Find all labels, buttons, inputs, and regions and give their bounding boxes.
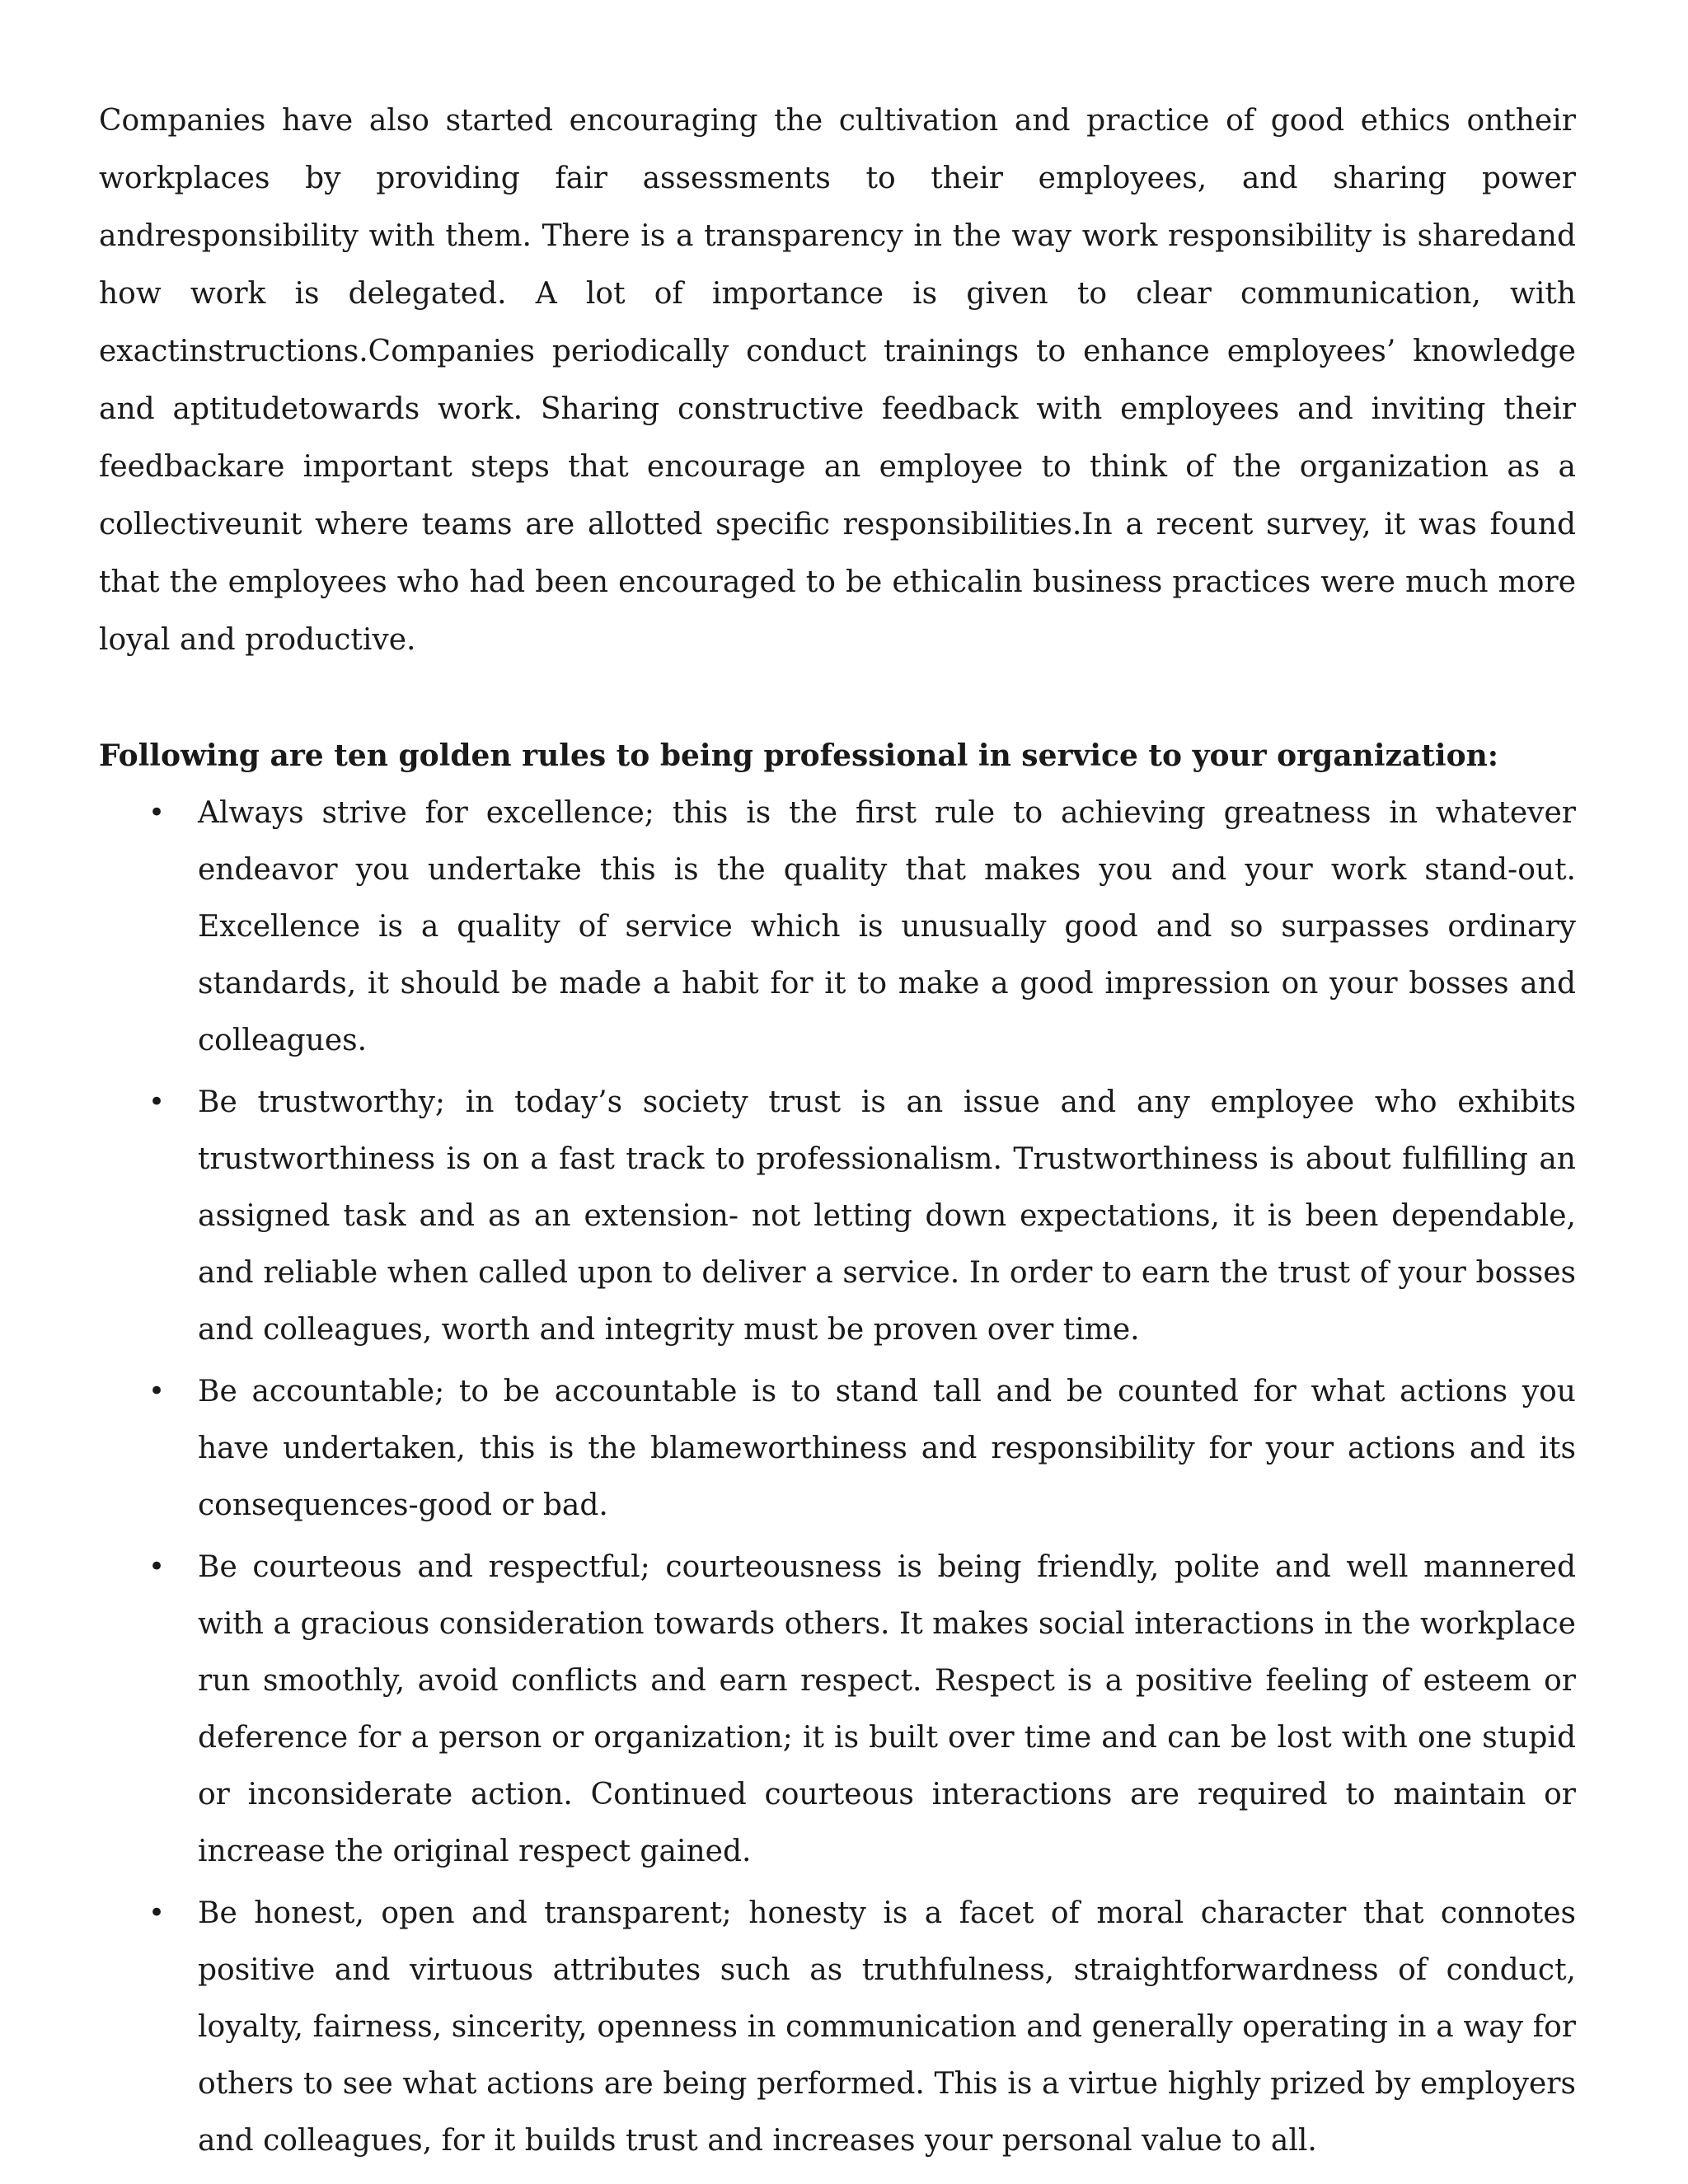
list-item xyxy=(99,1885,1576,2169)
bullet-icon: • xyxy=(148,1896,166,1929)
bullet-icon: • xyxy=(148,1375,166,1408)
bullet-icon: • xyxy=(148,1550,166,1583)
list-item xyxy=(99,1539,1576,1880)
bullet-icon: • xyxy=(148,1085,166,1118)
list-item xyxy=(99,785,1576,1069)
rule-text: Be courteous and respectful; courteousness is being friendly, polite and well mannered with a gracious consideration towards others. It makes social interactions in the workplace run smoothly, avoid conflicts and earn respect. Respect is a positive feeling of esteem or deference for a person or organization; it is built over time and can be lost with one stupid or inconsiderate action. Continued courteous interactions are required to maintain or increase the original respect gained. xyxy=(198,1550,1576,1868)
intro-paragraph: Companies have also started encouraging the cultivation and practice of good ethics ontheir workplaces by providing fair assessments to their employees, and sharing power andresponsibility with them. There is a transparency in the way work responsibility is sharedand how work is delegated. A lot of importance is given to clear communication, with exactinstructions.Companies periodically conduct trainings to enhance employees’ knowledge and aptitudetowards work. Sharing constructive feedback with employees and inviting their feedbackare important steps that encourage an employee to think of the organization as a collectiveunit where teams are allotted specific responsibilities.In a recent survey, it was found that the employees who had been encouraged to be ethicalin business practices were much more loyal and productive. xyxy=(99,104,1576,657)
rule-text: Always strive for excellence; this is the first rule to achieving greatness in whatever endeavor you undertake this is the quality that makes you and your work stand-out. Excellence is a quality of service which is unusually good and so surpasses ordinary standards, it should be made a habit for it to make a good impression on your bosses and colleagues. xyxy=(198,796,1576,1057)
rules-list xyxy=(99,785,1576,2169)
rule-text: Be trustworthy; in today’s society trust is an issue and any employee who exhibits trustworthiness is on a fast track to professionalism. Trustworthiness is about fulfilling an assigned task and as an extension- not letting down expectations, it is been dependable, and reliable when called upon to deliver a service. In order to earn the trust of your bosses and colleagues, worth and integrity must be proven over time. xyxy=(198,1085,1576,1347)
bullet-icon: • xyxy=(148,796,166,829)
rules-heading: Following are ten golden rules to being professional in service to your organization: xyxy=(99,738,1499,773)
rule-text: Be accountable; to be accountable is to stand tall and be counted for what actions you have undertaken, this is the blameworthiness and responsibility for your actions and its consequences-good or bad. xyxy=(198,1375,1576,1522)
list-item xyxy=(99,1363,1576,1534)
document-page xyxy=(99,92,1576,2174)
list-item xyxy=(99,1074,1576,1358)
rule-text: Be honest, open and transparent; honesty is a facet of moral character that connotes positive and virtuous attributes such as truthfulness, straightforwardness of conduct, loyalty, fairness, sincerity, openness in communication and generally operating in a way for others to see what actions are being performed. This is a virtue highly prized by employers and colleagues, for it builds trust and increases your personal value to all. xyxy=(198,1896,1576,2158)
